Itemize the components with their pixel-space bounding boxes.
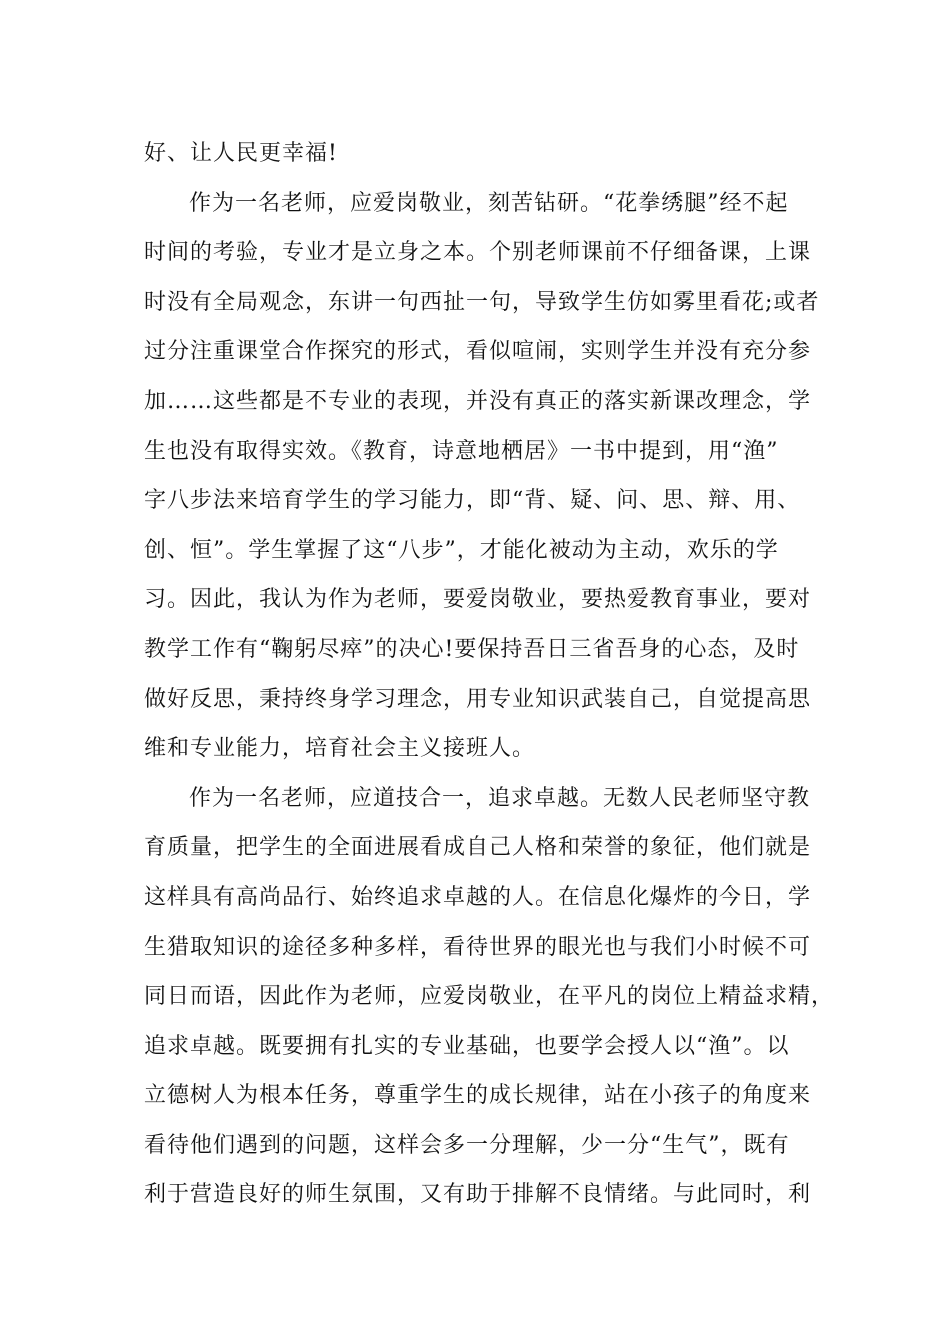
text-line: 立德树人为根本任务，尊重学生的成长规律，站在小孩子的角度来	[144, 1083, 812, 1109]
text-line: 教学工作有“鞠躬尽瘁”的决心!要保持吾日三省吾身的心态，及时	[144, 636, 800, 662]
text-line: 时没有全局观念，东讲一句西扯一句，导致学生仿如雾里看花;或者	[144, 289, 820, 315]
text-line: 时间的考验，专业才是立身之本。个别老师课前不仔细备课，上课	[144, 240, 812, 266]
text-line: 育质量，把学生的全面进展看成自己人格和荣誉的象征，他们就是	[144, 835, 812, 861]
text-line: 做好反思，秉持终身学习理念，用专业知识武装自己，自觉提高思	[144, 686, 812, 712]
body-text	[144, 129, 835, 1220]
text-line: 追求卓越。既要拥有扎实的专业基础，也要学会授人以“渔”。以	[144, 1033, 790, 1059]
text-line: 加……这些都是不专业的表现，并没有真正的落实新课改理念，学	[144, 388, 812, 414]
text-line: 生也没有取得实效。《教育，诗意地栖居》一书中提到，用“渔”	[144, 438, 779, 464]
text-line: 这样具有高尚品行、始终追求卓越的人。在信息化爆炸的今日，学	[144, 884, 812, 910]
text-line: 同日而语，因此作为老师，应爱岗敬业，在平凡的岗位上精益求精，	[144, 984, 835, 1010]
text-line: 过分注重课堂合作探究的形式，看似喧闹，实则学生并没有充分参	[144, 339, 812, 365]
text-line: 习。因此，我认为作为老师，要爱岗敬业，要热爱教育事业，要对	[144, 587, 812, 613]
text-line: 利于营造良好的师生氛围，又有助于排解不良情绪。与此同时，利	[144, 1182, 812, 1208]
text-line: 创、恒”。学生掌握了这“八步”，才能化被动为主动，欢乐的学	[144, 537, 779, 563]
text-line: 字八步法来培育学生的学习能力，即“背、疑、问、思、辩、用、	[144, 488, 801, 514]
text-line: 作为一名老师，应爱岗敬业，刻苦钻研。“花拳绣腿”经不起	[189, 190, 789, 216]
text-line: 好、让人民更幸福!	[144, 141, 338, 166]
text-line: 维和专业能力，培育社会主义接班人。	[144, 736, 536, 762]
text-line: 生猎取知识的途径多种多样，看待世界的眼光也与我们小时候不可	[144, 934, 812, 960]
text-line: 看待他们遇到的问题，这样会多一分理解，少一分“生气”，既有	[144, 1132, 790, 1158]
text-line: 作为一名老师，应道技合一，追求卓越。无数人民老师坚守教	[189, 785, 811, 811]
